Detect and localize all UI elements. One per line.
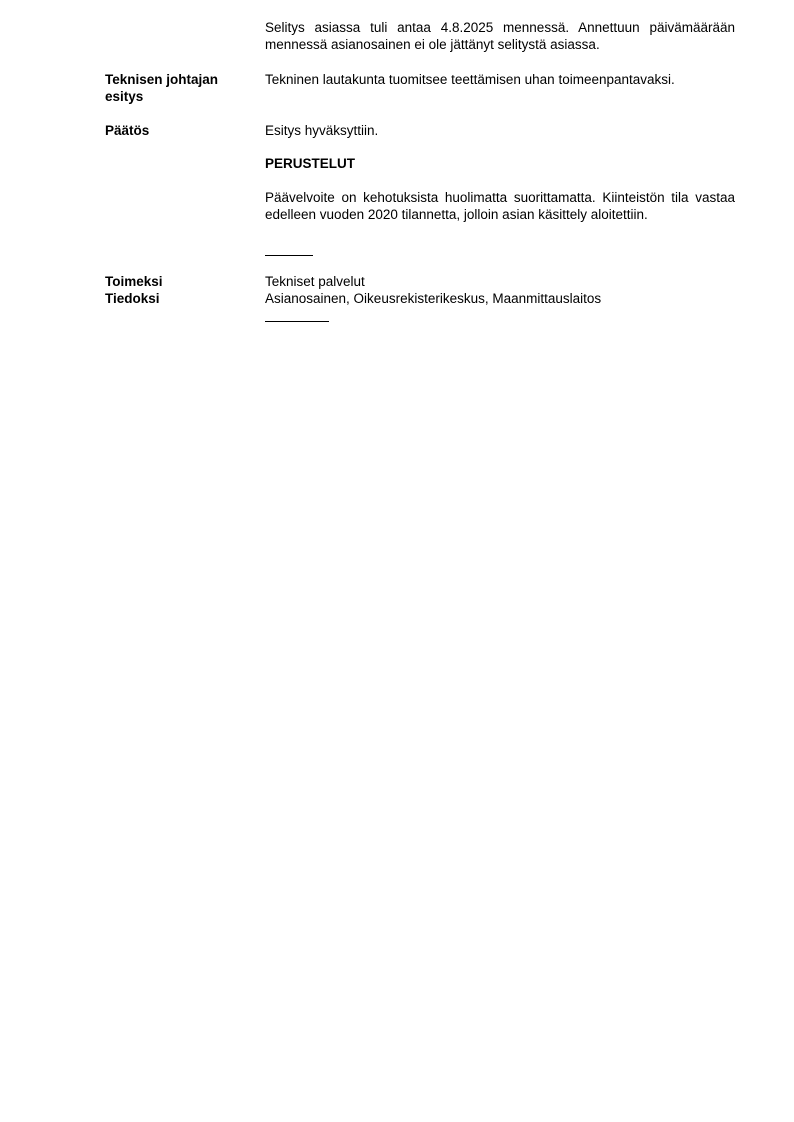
info-label: Tiedoksi bbox=[105, 291, 160, 306]
reasons-heading: PERUSTELUT bbox=[265, 156, 356, 171]
proposal-paragraph bbox=[265, 71, 735, 88]
intro-paragraph bbox=[265, 19, 735, 53]
reasons-paragraph bbox=[265, 189, 735, 223]
info-value: Asianosainen, Oikeusrekisterikeskus, Maanmittauslaitos bbox=[265, 291, 602, 306]
intro-text: Selitys asiassa tuli antaa 4.8.2025 mennessä. Annettuun päivämäärään mennessä asianosainen ei ole jättänyt selitystä asiassa. bbox=[265, 20, 735, 52]
proposal-label: Teknisen johtajan esitys bbox=[105, 72, 219, 104]
reasons-text: Päävelvoite on kehotuksista huolimatta suorittamatta. Kiinteistön tila vastaa edelleen vuoden 2020 tilannetta, jolloin asian käsittely aloitettiin. bbox=[265, 190, 735, 222]
end-divider bbox=[265, 321, 329, 322]
section-divider bbox=[265, 255, 313, 256]
decision-label: Päätös bbox=[105, 123, 150, 138]
proposal-text: Tekninen lautakunta tuomitsee teettämisen uhan toimeenpantavaksi. bbox=[265, 72, 675, 87]
action-value: Tekniset palvelut bbox=[265, 274, 365, 289]
decision-paragraph bbox=[265, 122, 735, 139]
action-label: Toimeksi bbox=[105, 274, 163, 289]
decision-text: Esitys hyväksyttiin. bbox=[265, 123, 379, 138]
